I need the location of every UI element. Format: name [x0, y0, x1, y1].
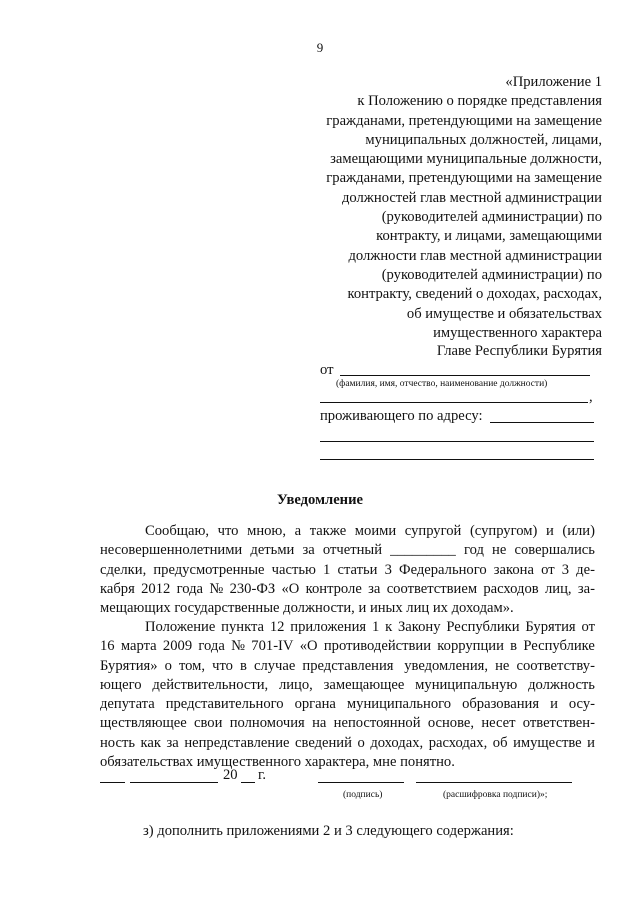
word: к: [385, 619, 393, 635]
signature-label: (подпись): [343, 790, 383, 800]
word: Федерального: [399, 561, 487, 578]
word: 701-IV: [251, 638, 294, 655]
appendix-line: контракту, и лицами, замещающими: [376, 228, 602, 245]
year-line[interactable]: [241, 782, 255, 783]
appendix-line: (руководителей администрации) по: [381, 266, 602, 283]
para1-line-2: [100, 541, 595, 560]
word: сделки,: [100, 561, 147, 578]
word: должность: [528, 676, 595, 693]
appendix-line: об имуществе и обязательствах: [406, 305, 602, 322]
word: коррупции: [437, 638, 504, 655]
appendix-line: (руководителей администрации) по: [381, 209, 602, 226]
para2-line-1: [100, 618, 595, 637]
paragraph-2: [100, 618, 595, 772]
word: а: [294, 523, 302, 539]
word: представления: [302, 657, 394, 674]
word: кабря: [100, 580, 135, 597]
word: 2012: [141, 580, 171, 597]
word: года: [176, 580, 203, 597]
word: «О: [299, 638, 318, 655]
word: непостоянной: [333, 715, 421, 732]
month-line[interactable]: [130, 782, 218, 783]
word: расходах,: [428, 734, 488, 751]
word: что: [212, 657, 233, 674]
word: закона: [493, 561, 534, 578]
word: органа: [294, 696, 336, 713]
from-comma: ,: [589, 389, 593, 405]
word: лиц,: [544, 580, 572, 597]
word: 1: [371, 619, 380, 635]
word: за-: [577, 580, 595, 597]
word: отчетный: [322, 542, 383, 559]
word: о: [164, 657, 172, 674]
appendix-line: гражданами, претендующими на замещение: [326, 170, 602, 187]
appendix-line: замещающими муниципальные должности,: [330, 151, 602, 168]
word: мещающих государственные должности, и иных лиц их доходам».: [100, 600, 514, 617]
word: полномочия: [229, 715, 305, 732]
word: непредставление: [184, 734, 290, 751]
word: как: [140, 734, 161, 751]
word: моими: [354, 523, 397, 539]
appendix-line: гражданами, претендующими на замещение: [326, 112, 602, 129]
para1-line-1: [100, 522, 595, 541]
appendix-line: имущественного характера: [433, 324, 602, 341]
word: 2009: [162, 638, 193, 655]
word: ответствен-: [522, 715, 595, 732]
appendix-line: должности глав местной администрации: [348, 247, 602, 264]
from-name-line[interactable]: [340, 375, 590, 376]
word: _________: [390, 542, 456, 559]
from-hint: (фамилия, имя, отчество, наименование должности): [336, 379, 548, 389]
word: год: [463, 542, 484, 559]
word: не: [495, 657, 510, 674]
word: 12: [269, 619, 285, 635]
word: лицо,: [278, 676, 313, 693]
word: действительности,: [152, 676, 269, 693]
word: супругой: [404, 523, 462, 539]
word: осу-: [568, 696, 595, 713]
word: контроле: [305, 580, 362, 597]
word: 3: [561, 561, 570, 578]
word: депутата: [100, 696, 155, 713]
word: Положение: [145, 619, 216, 635]
word: Закону: [397, 619, 441, 635]
word: Бурятия: [525, 619, 576, 635]
year-prefix: 20: [223, 767, 238, 783]
word: соответствием: [386, 580, 478, 597]
word: расходов: [483, 580, 539, 597]
word: в: [240, 657, 247, 674]
word: №: [231, 638, 246, 655]
signature-decode-line[interactable]: [416, 782, 572, 783]
appendix-line: контракту, сведений о доходах, расходах,: [347, 286, 602, 303]
word: приложения: [290, 619, 367, 635]
address-line-3[interactable]: [320, 459, 594, 460]
word: Бурятия»: [100, 657, 158, 674]
word: что: [217, 523, 239, 539]
word: уведомления,: [400, 657, 489, 674]
word: на: [312, 715, 327, 732]
signature-line[interactable]: [318, 782, 404, 783]
from-position-line[interactable]: [320, 402, 588, 403]
word: Республике: [523, 638, 595, 655]
para1-line-3: [100, 561, 595, 580]
appendix-header: [326, 73, 602, 343]
year-suffix: г.: [258, 767, 266, 783]
word: от: [541, 561, 555, 578]
word: ществляющее: [100, 715, 187, 732]
word: предусмотренные: [153, 561, 265, 578]
word: в: [510, 638, 518, 655]
para2-line-6: [100, 714, 595, 733]
word: также: [309, 523, 347, 539]
word: от: [581, 619, 595, 635]
para2-line-3: [100, 657, 595, 676]
word: (или): [562, 523, 595, 539]
word: муниципального: [346, 696, 452, 713]
document-title: Уведомление: [277, 492, 363, 508]
word: пункта: [221, 619, 265, 635]
word: за: [368, 580, 381, 597]
day-line[interactable]: [100, 782, 125, 783]
word: том,: [178, 657, 206, 674]
word: мною,: [247, 523, 286, 539]
word: частью: [271, 561, 316, 578]
word: марта: [120, 638, 157, 655]
word: обязательствах имущественного характера, мне понятно.: [100, 754, 455, 771]
appendix-line: должностей глав местной администрации: [341, 189, 602, 206]
word: «О: [281, 580, 300, 597]
word: образования: [462, 696, 540, 713]
para2-line-5: [100, 695, 595, 714]
word: не: [492, 542, 507, 559]
appendix-line: «Приложение 1: [505, 74, 602, 90]
word: Сообщаю,: [145, 523, 210, 539]
para2-line-4: [100, 676, 595, 695]
word: противодействии: [323, 638, 432, 655]
word: года: [198, 638, 225, 655]
signature-decode-label: (расшифровка подписи)»;: [443, 790, 548, 800]
word: сведений: [295, 734, 352, 751]
para1-line-5: [100, 599, 595, 618]
paragraph-1: [100, 522, 595, 618]
from-label: от: [320, 362, 334, 378]
word: свои: [194, 715, 223, 732]
word: статьи: [337, 561, 378, 578]
word: ющего: [100, 676, 142, 693]
word: 3: [384, 561, 392, 578]
para2-line-2: [100, 637, 595, 656]
word: (супругом): [469, 523, 538, 539]
word: и: [545, 523, 554, 539]
word: несовершеннолетними: [100, 542, 243, 559]
word: случае: [253, 657, 296, 674]
word: 230-ФЗ: [229, 580, 276, 597]
para1-line-4: [100, 580, 595, 599]
word: совершались: [514, 542, 595, 559]
appendix-line: муниципальных должностей, лицами,: [365, 131, 602, 148]
addressee-to: Главе Республики Бурятия: [436, 343, 602, 359]
para2-line-8: [100, 753, 595, 772]
word: соответству-: [516, 657, 595, 674]
word: несет: [481, 715, 516, 732]
para2-line-7: [100, 734, 595, 753]
address-line-1[interactable]: [490, 422, 594, 423]
word: и: [587, 734, 595, 751]
word: за: [166, 734, 179, 751]
word: основе,: [427, 715, 475, 732]
word: де-: [576, 561, 595, 578]
word: замещающее: [323, 676, 405, 693]
word: муниципальную: [415, 676, 518, 693]
word: 1: [323, 561, 331, 578]
word: об: [492, 734, 508, 751]
word: Республики: [446, 619, 520, 635]
address-line-2[interactable]: [320, 441, 594, 442]
address-label: проживающего по адресу:: [320, 408, 483, 424]
word: №: [209, 580, 224, 597]
word: детьми: [250, 542, 295, 559]
word: 16: [100, 638, 115, 655]
word: и: [550, 696, 558, 713]
word: доходах,: [370, 734, 424, 751]
word: за: [302, 542, 315, 559]
word: представительного: [165, 696, 284, 713]
word: ность: [100, 734, 135, 751]
word: о: [357, 734, 365, 751]
page-number: 9: [316, 40, 324, 55]
word: имуществе: [513, 734, 582, 751]
closing-instruction: з) дополнить приложениями 2 и 3 следующего содержания:: [143, 823, 514, 839]
appendix-line: к Положению о порядке представления: [357, 93, 602, 110]
